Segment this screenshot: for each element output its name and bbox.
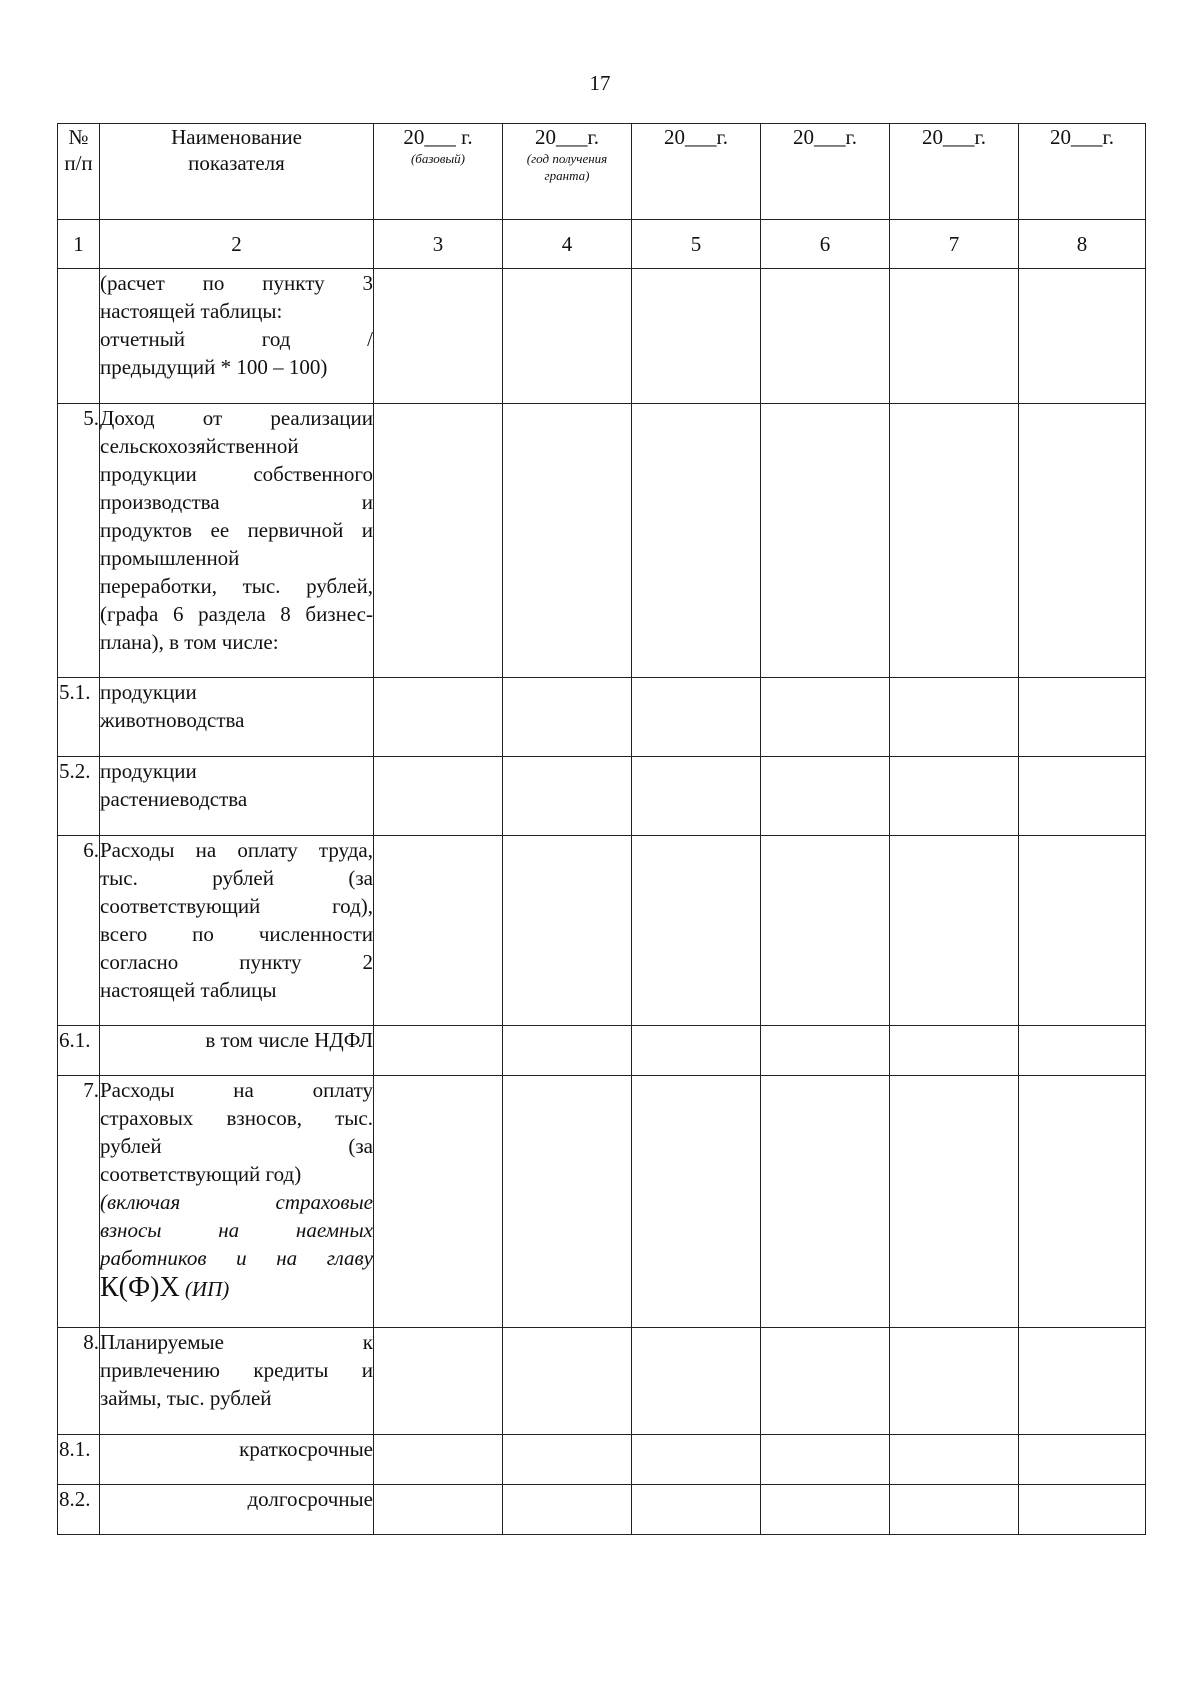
year-label: 20___ г. xyxy=(403,125,473,149)
row-name-line: растениеводства xyxy=(100,787,248,811)
value-cell[interactable] xyxy=(761,1076,890,1328)
value-cell[interactable] xyxy=(1019,1485,1146,1535)
row-name-line: предыдущий * 100 – 100) xyxy=(100,355,328,379)
row-name-italic-line: работников и на главу xyxy=(100,1246,373,1270)
row-name-italic-line: взносы на наемных xyxy=(100,1218,373,1242)
row-name-line: Расходы на оплату труда, xyxy=(100,838,373,862)
row-name xyxy=(100,1328,374,1435)
value-cell[interactable] xyxy=(761,1328,890,1435)
row-number xyxy=(58,269,100,404)
value-cell[interactable] xyxy=(1019,1026,1146,1076)
row-name-line: привлечению кредиты и xyxy=(100,1358,373,1382)
value-cell[interactable] xyxy=(1019,1076,1146,1328)
value-cell[interactable] xyxy=(890,836,1019,1026)
value-cell[interactable] xyxy=(761,1026,890,1076)
value-cell[interactable] xyxy=(374,1026,503,1076)
year-label: 20___г. xyxy=(793,125,857,149)
value-cell[interactable] xyxy=(374,1076,503,1328)
value-cell[interactable] xyxy=(503,404,632,678)
value-cell[interactable] xyxy=(1019,269,1146,404)
row-name-line: животноводства xyxy=(100,708,245,732)
row-name-line: соответствующий год), xyxy=(100,894,373,918)
header-year-2 xyxy=(503,124,632,220)
table-row xyxy=(58,1076,1146,1328)
row-name-line: продуктов ее первичной и xyxy=(100,518,373,542)
table-row xyxy=(58,1435,1146,1485)
row-name-line: плана), в том числе: xyxy=(100,630,279,654)
value-cell[interactable] xyxy=(503,1026,632,1076)
row-name-line: займы, тыс. рублей xyxy=(100,1386,272,1410)
value-cell[interactable] xyxy=(374,1435,503,1485)
value-cell[interactable] xyxy=(632,836,761,1026)
header-num-line: п/п xyxy=(64,151,93,175)
table-row xyxy=(58,404,1146,678)
column-number: 4 xyxy=(503,220,632,269)
value-cell[interactable] xyxy=(761,757,890,836)
table-row xyxy=(58,1026,1146,1076)
row-name xyxy=(100,1435,374,1485)
value-cell[interactable] xyxy=(890,1435,1019,1485)
row-number: 5.2. xyxy=(58,757,100,836)
value-cell[interactable] xyxy=(632,404,761,678)
table-row xyxy=(58,836,1146,1026)
value-cell[interactable] xyxy=(1019,1435,1146,1485)
column-number: 8 xyxy=(1019,220,1146,269)
value-cell[interactable] xyxy=(890,1076,1019,1328)
table-row xyxy=(58,678,1146,757)
row-number: 8. xyxy=(58,1328,100,1435)
row-name xyxy=(100,1485,374,1535)
value-cell[interactable] xyxy=(374,1485,503,1535)
value-cell[interactable] xyxy=(890,1328,1019,1435)
row-name xyxy=(100,404,374,678)
value-cell[interactable] xyxy=(761,404,890,678)
header-row xyxy=(58,124,1146,220)
row-name-line: переработки, тыс. рублей, xyxy=(100,574,373,598)
value-cell[interactable] xyxy=(890,678,1019,757)
value-cell[interactable] xyxy=(890,757,1019,836)
column-number: 5 xyxy=(632,220,761,269)
row-name-line: всего по численности xyxy=(100,922,373,946)
value-cell[interactable] xyxy=(632,757,761,836)
column-number-row xyxy=(58,220,1146,269)
row-name xyxy=(100,1026,374,1076)
row-name-line: соответствующий год) xyxy=(100,1162,302,1186)
value-cell[interactable] xyxy=(503,1485,632,1535)
value-cell[interactable] xyxy=(374,836,503,1026)
year-note: (год получения гранта) xyxy=(526,151,608,183)
value-cell[interactable] xyxy=(1019,1328,1146,1435)
year-note: (базовый) xyxy=(410,151,466,166)
column-number: 1 xyxy=(58,220,100,269)
value-cell[interactable] xyxy=(374,404,503,678)
kfx-label: К(Ф)Х xyxy=(100,1272,180,1303)
row-name-line: Расходы на оплату xyxy=(100,1078,373,1102)
row-name-line: отчетный год / xyxy=(100,327,373,351)
row-name-line: в том числе НДФЛ xyxy=(205,1028,373,1052)
value-cell[interactable] xyxy=(632,678,761,757)
column-number: 6 xyxy=(761,220,890,269)
row-name xyxy=(100,836,374,1026)
ip-label: (ИП) xyxy=(184,1277,230,1301)
table-row xyxy=(58,1485,1146,1535)
header-name xyxy=(100,124,374,220)
value-cell[interactable] xyxy=(374,1328,503,1435)
value-cell[interactable] xyxy=(1019,757,1146,836)
column-number: 2 xyxy=(100,220,374,269)
value-cell[interactable] xyxy=(374,678,503,757)
row-name xyxy=(100,269,374,404)
row-number: 5.1. xyxy=(58,678,100,757)
column-number: 3 xyxy=(374,220,503,269)
row-name-line: (графа 6 раздела 8 бизнес- xyxy=(100,602,373,626)
value-cell[interactable] xyxy=(632,269,761,404)
row-name-line: рублей (за xyxy=(100,1134,373,1158)
value-cell[interactable] xyxy=(632,1076,761,1328)
row-name-italic-line: (включая страховые xyxy=(100,1190,373,1214)
row-name-line: согласно пункту 2 xyxy=(100,950,373,974)
header-num-line: № xyxy=(68,125,89,149)
row-name-line: настоящей таблицы xyxy=(100,978,277,1002)
row-name-line: Планируемые к xyxy=(100,1330,373,1354)
value-cell[interactable] xyxy=(374,269,503,404)
table-row xyxy=(58,1328,1146,1435)
year-label: 20___г. xyxy=(664,125,728,149)
value-cell[interactable] xyxy=(503,269,632,404)
header-name-line: показателя xyxy=(188,151,285,175)
value-cell[interactable] xyxy=(503,1328,632,1435)
page-number: 17 xyxy=(589,71,611,95)
row-name-line: сельскохозяйственной xyxy=(100,434,299,458)
row-number: 7. xyxy=(58,1076,100,1328)
value-cell[interactable] xyxy=(761,836,890,1026)
header-year-4 xyxy=(761,124,890,220)
header-name-line: Наименование xyxy=(171,125,302,149)
row-name-line: продукции xyxy=(100,759,197,783)
row-name-line: продукции собственного xyxy=(100,462,373,486)
value-cell[interactable] xyxy=(632,1026,761,1076)
table-row xyxy=(58,757,1146,836)
year-label: 20___г. xyxy=(1050,125,1114,149)
row-name-line: страховых взносов, тыс. xyxy=(100,1106,373,1130)
header-year-3 xyxy=(632,124,761,220)
table-row xyxy=(58,269,1146,404)
row-name xyxy=(100,1076,374,1328)
column-number: 7 xyxy=(890,220,1019,269)
indicators-table xyxy=(57,123,1146,1535)
row-number: 8.1. xyxy=(58,1435,100,1485)
row-name-line: производства и xyxy=(100,490,373,514)
row-name xyxy=(100,757,374,836)
value-cell[interactable] xyxy=(890,1026,1019,1076)
value-cell[interactable] xyxy=(503,757,632,836)
row-name-line xyxy=(100,1272,373,1304)
value-cell[interactable] xyxy=(632,1485,761,1535)
value-cell[interactable] xyxy=(632,1435,761,1485)
row-name-line: тыс. рублей (за xyxy=(100,866,373,890)
row-name xyxy=(100,678,374,757)
row-name-line: (расчет по пункту 3 xyxy=(100,271,373,295)
value-cell[interactable] xyxy=(761,1485,890,1535)
value-cell[interactable] xyxy=(503,836,632,1026)
row-number: 6.1. xyxy=(58,1026,100,1076)
value-cell[interactable] xyxy=(761,678,890,757)
header-year-6 xyxy=(1019,124,1146,220)
value-cell[interactable] xyxy=(890,269,1019,404)
row-name-line: продукции xyxy=(100,680,197,704)
row-name-line: долгосрочные xyxy=(247,1487,373,1511)
row-name-line: настоящей таблицы: xyxy=(100,299,283,323)
row-name-line: промышленной xyxy=(100,546,240,570)
value-cell[interactable] xyxy=(632,1328,761,1435)
header-year-5 xyxy=(890,124,1019,220)
row-number: 8.2. xyxy=(58,1485,100,1535)
value-cell[interactable] xyxy=(503,1435,632,1485)
row-number: 6. xyxy=(58,836,100,1026)
value-cell[interactable] xyxy=(1019,836,1146,1026)
value-cell[interactable] xyxy=(1019,678,1146,757)
row-name-line: краткосрочные xyxy=(239,1437,373,1461)
year-label: 20___г. xyxy=(922,125,986,149)
value-cell[interactable] xyxy=(761,269,890,404)
year-label: 20___г. xyxy=(535,125,599,149)
row-name-line: Доход от реализации xyxy=(100,406,373,430)
header-num xyxy=(58,124,100,220)
value-cell[interactable] xyxy=(503,1076,632,1328)
row-number: 5. xyxy=(58,404,100,678)
value-cell[interactable] xyxy=(374,757,503,836)
value-cell[interactable] xyxy=(890,1485,1019,1535)
header-year-1 xyxy=(374,124,503,220)
value-cell[interactable] xyxy=(761,1435,890,1485)
value-cell[interactable] xyxy=(890,404,1019,678)
value-cell[interactable] xyxy=(503,678,632,757)
value-cell[interactable] xyxy=(1019,404,1146,678)
